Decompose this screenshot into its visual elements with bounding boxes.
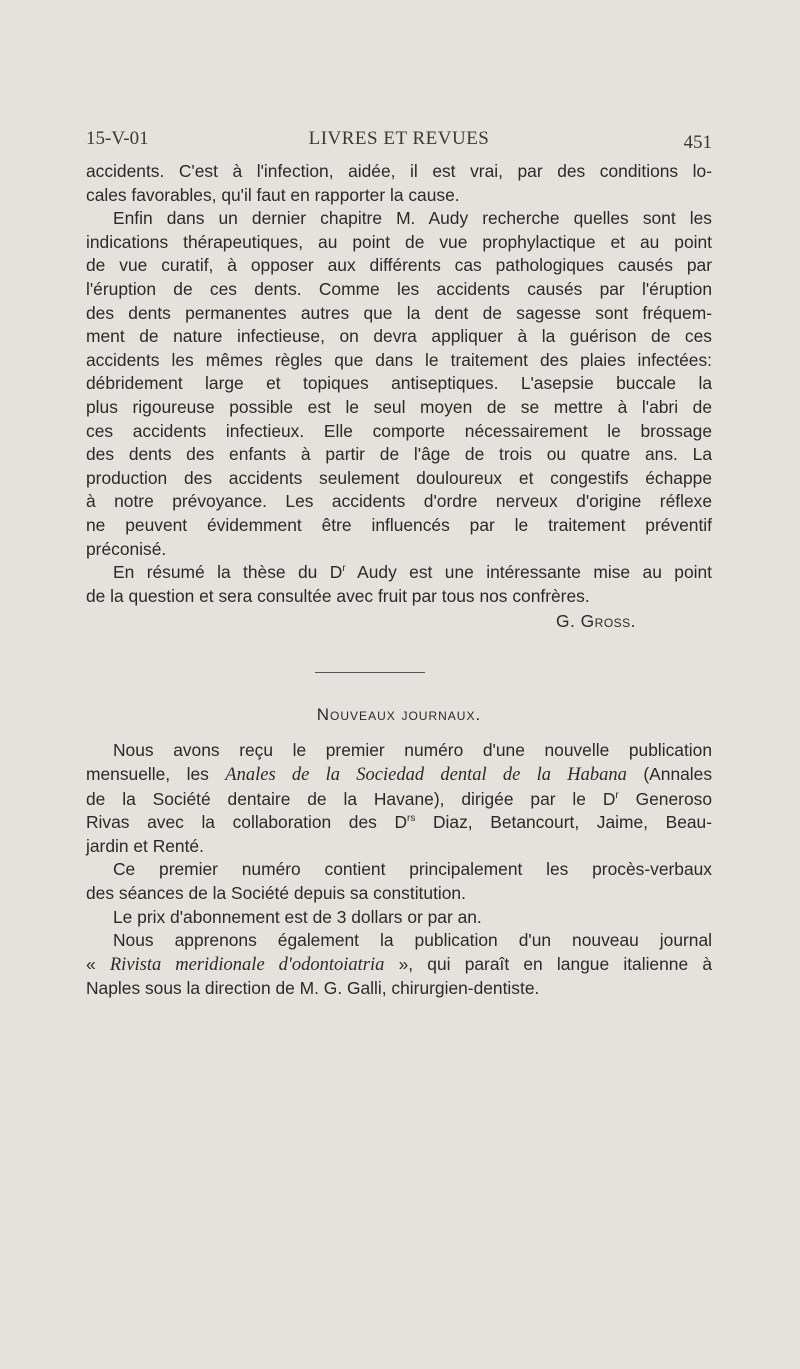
text-line: Ce premier numéro contient principalement les procès-verbaux: [113, 859, 712, 880]
text-line: jardin et Renté.: [86, 835, 204, 856]
text-line: Nous avons reçu le premier numéro d'une nouvelle publication: [113, 740, 712, 761]
text-line: cales favorables, qu'il faut en rapporter la cause.: [86, 184, 460, 205]
author-signature: G. Gross.: [555, 611, 636, 632]
text-line: à notre prévoyance. Les accidents d'ordre nerveux d'origine réflexe: [86, 491, 712, 512]
text-line: indications thérapeutiques, au point de vue prophylactique et au point: [86, 231, 712, 252]
text-line: des dents des enfants à partir de l'âge de trois ou quatre ans. La: [86, 444, 712, 465]
line-segment: », qui paraît en langue italienne à: [384, 953, 712, 974]
line-segment: «: [86, 953, 110, 974]
text-line: ces accidents infectieux. Elle comporte nécessairement le brossage: [86, 420, 712, 441]
summary-line: [86, 561, 712, 585]
text-line: Le prix d'abonnement est de 3 dollars or par an.: [113, 906, 482, 927]
news-section: [86, 739, 712, 1001]
text-line: accidents les mêmes règles que dans le traitement des plaies infectées:: [86, 349, 712, 370]
text-line: Enfin dans un dernier chapitre M. Audy recherche quelles sont les: [113, 208, 712, 229]
review-continuation: [86, 160, 712, 634]
text-line: [86, 763, 712, 788]
page-number: 451: [683, 132, 712, 153]
text-line: l'éruption de ces dents. Comme les accidents causés par l'éruption: [86, 278, 712, 299]
text-line: [86, 953, 712, 978]
section-divider: [315, 672, 425, 673]
text-line: débridement large et topiques antiseptiques. L'asepsie buccale la: [86, 373, 712, 394]
line-segment: (Annales: [626, 764, 713, 785]
line-segment: Rivas avec la collaboration des D: [86, 812, 408, 833]
text-line: [86, 811, 712, 835]
text-line: préconisé.: [86, 538, 167, 559]
journal-title-italic: Rivista meridionale d'odontoiatria: [109, 954, 385, 975]
text-line: de vue curatif, à opposer aux différents cas pathologiques causés par: [86, 255, 712, 276]
superscript: r: [615, 789, 619, 801]
running-head: [86, 128, 712, 152]
text-line: Nous apprenons également la publication d'un nouveau journal: [113, 930, 712, 951]
section-heading: LIVRES ET REVUES: [308, 128, 490, 149]
line-segment: de la Société dentaire de la Havane), dirigée par le D: [86, 788, 616, 809]
issue-date: 15-V-01: [86, 128, 149, 149]
summary-text: Audy est une intéressante mise au point: [345, 562, 712, 583]
page-body: [86, 160, 712, 1001]
line-segment: mensuelle, les: [86, 764, 226, 785]
journal-title-italic: Anales de la Sociedad dental de la Habana: [225, 765, 627, 786]
text-line: des séances de la Société depuis sa constitution.: [86, 883, 466, 904]
section-title: Nouveaux journaux.: [316, 704, 482, 724]
text-line: plus rigoureuse possible est le seul moyen de se mettre à l'abri de: [86, 396, 712, 417]
text-line: de la question et sera consultée avec fruit par tous nos confrères.: [86, 585, 590, 606]
text-line: des dents permanentes autres que la dent de sagesse sont fréquem-: [86, 302, 712, 323]
text-line: Naples sous la direction de M. G. Galli, chirurgien-dentiste.: [86, 978, 540, 999]
line-segment: Generoso: [618, 788, 712, 809]
superscript: rs: [407, 813, 416, 825]
text-line: ne peuvent évidemment être influencés par le traitement préventif: [86, 514, 712, 535]
text-line: ment de nature infectieuse, on devra appliquer à la guérison de ces: [86, 326, 712, 347]
summary-text: En résumé la thèse du D: [113, 562, 343, 583]
text-line: [86, 788, 712, 812]
text-line: accidents. C'est à l'infection, aidée, il est vrai, par des conditions lo-: [86, 161, 712, 181]
superscript: r: [342, 563, 346, 575]
text-line: production des accidents seulement douloureux et congestifs échappe: [86, 467, 712, 488]
line-segment: Diaz, Betancourt, Jaime, Beau-: [415, 812, 713, 833]
